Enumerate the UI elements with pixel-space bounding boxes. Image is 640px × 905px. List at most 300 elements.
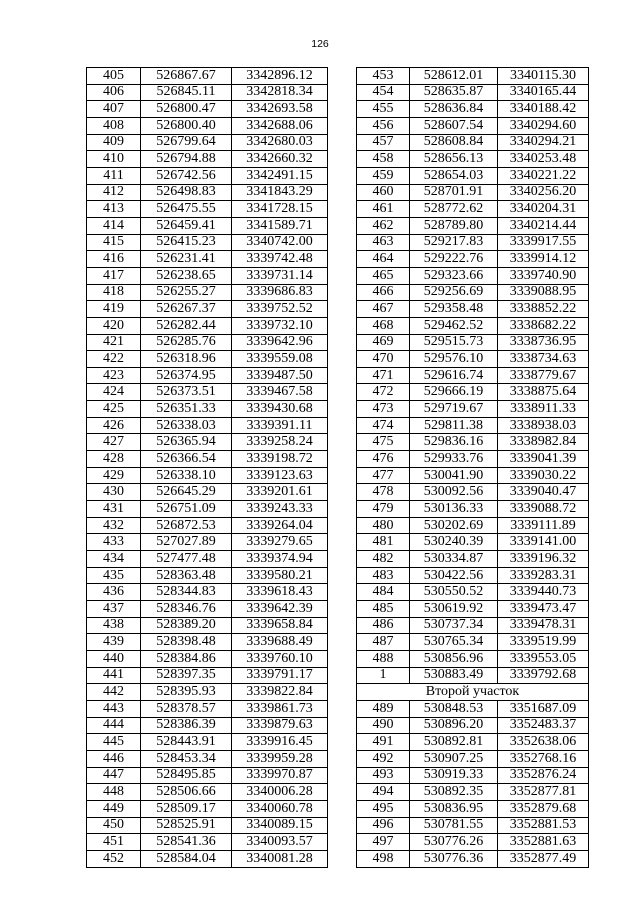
table-row: [357, 601, 589, 618]
x-coordinate-cell: 526800.47: [141, 101, 232, 118]
y-coordinate-cell: 3339283.31: [498, 567, 589, 584]
table-row: [87, 750, 328, 767]
x-coordinate-cell: 526238.65: [141, 267, 232, 284]
x-coordinate-cell: 528398.48: [141, 634, 232, 651]
x-coordinate-cell: 526374.95: [141, 367, 232, 384]
point-number-cell: 457: [357, 134, 410, 151]
y-coordinate-cell: 3351687.09: [498, 700, 589, 717]
table-row: [357, 117, 589, 134]
x-coordinate-cell: 528363.48: [141, 567, 232, 584]
x-coordinate-cell: 526845.11: [141, 84, 232, 101]
x-coordinate-cell: 530202.69: [410, 517, 498, 534]
point-number-cell: 451: [87, 834, 141, 851]
x-coordinate-cell: 528656.13: [410, 151, 498, 168]
point-number-cell: 421: [87, 334, 141, 351]
table-row: [87, 584, 328, 601]
point-number-cell: 420: [87, 317, 141, 334]
x-coordinate-cell: 529515.73: [410, 334, 498, 351]
table-row: [357, 750, 589, 767]
table-row: [87, 384, 328, 401]
y-coordinate-cell: 3338875.64: [498, 384, 589, 401]
y-coordinate-cell: 3338682.22: [498, 317, 589, 334]
x-coordinate-cell: 528584.04: [141, 850, 232, 867]
y-coordinate-cell: 3339740.90: [498, 267, 589, 284]
x-coordinate-cell: 530422.56: [410, 567, 498, 584]
table-row: [357, 184, 589, 201]
point-number-cell: 441: [87, 667, 141, 684]
x-coordinate-cell: 528701.91: [410, 184, 498, 201]
table-row: [87, 101, 328, 118]
x-coordinate-cell: 528495.85: [141, 767, 232, 784]
point-number-cell: 480: [357, 517, 410, 534]
point-number-cell: 424: [87, 384, 141, 401]
y-coordinate-cell: 3340253.48: [498, 151, 589, 168]
y-coordinate-cell: 3340188.42: [498, 101, 589, 118]
table-row: [87, 367, 328, 384]
table-row: [357, 834, 589, 851]
point-number-cell: 472: [357, 384, 410, 401]
section-header-row: [357, 684, 589, 701]
y-coordinate-cell: 3339959.28: [232, 750, 328, 767]
point-number-cell: 491: [357, 734, 410, 751]
y-coordinate-cell: 3338734.63: [498, 351, 589, 368]
point-number-cell: 426: [87, 417, 141, 434]
x-coordinate-cell: 530765.34: [410, 634, 498, 651]
table-row: [87, 501, 328, 518]
point-number-cell: 443: [87, 700, 141, 717]
y-coordinate-cell: 3339030.22: [498, 467, 589, 484]
x-coordinate-cell: 526351.33: [141, 401, 232, 418]
y-coordinate-cell: 3352877.49: [498, 850, 589, 867]
point-number-cell: 416: [87, 251, 141, 268]
point-number-cell: 446: [87, 750, 141, 767]
x-coordinate-cell: 528608.84: [410, 134, 498, 151]
y-coordinate-cell: 3339473.47: [498, 601, 589, 618]
point-number-cell: 492: [357, 750, 410, 767]
point-number-cell: 476: [357, 451, 410, 468]
table-row: [357, 217, 589, 234]
table-row: [357, 800, 589, 817]
x-coordinate-cell: 526794.88: [141, 151, 232, 168]
table-row: [87, 850, 328, 867]
table-row: [357, 467, 589, 484]
point-number-cell: 483: [357, 567, 410, 584]
table-row: [87, 634, 328, 651]
point-number-cell: 434: [87, 551, 141, 568]
x-coordinate-cell: 526475.55: [141, 201, 232, 218]
x-coordinate-cell: 530907.25: [410, 750, 498, 767]
point-number-cell: 489: [357, 700, 410, 717]
point-number-cell: 425: [87, 401, 141, 418]
x-coordinate-cell: 528612.01: [410, 68, 498, 85]
page-number: 126: [311, 38, 329, 50]
y-coordinate-cell: 3352877.81: [498, 784, 589, 801]
y-coordinate-cell: 3352768.16: [498, 750, 589, 767]
point-number-cell: 449: [87, 800, 141, 817]
point-number-cell: 417: [87, 267, 141, 284]
y-coordinate-cell: 3339196.32: [498, 551, 589, 568]
point-number-cell: 439: [87, 634, 141, 651]
x-coordinate-cell: 526800.40: [141, 117, 232, 134]
table-row: [357, 234, 589, 251]
point-number-cell: 452: [87, 850, 141, 867]
y-coordinate-cell: 3339487.50: [232, 367, 328, 384]
x-coordinate-cell: 528772.62: [410, 201, 498, 218]
table-row: [357, 484, 589, 501]
x-coordinate-cell: 529462.52: [410, 317, 498, 334]
y-coordinate-cell: 3339760.10: [232, 650, 328, 667]
table-row: [357, 650, 589, 667]
point-number-cell: 473: [357, 401, 410, 418]
point-number-cell: 445: [87, 734, 141, 751]
table-row: [357, 267, 589, 284]
y-coordinate-cell: 3352483.37: [498, 717, 589, 734]
table-row: [87, 601, 328, 618]
x-coordinate-cell: 528635.87: [410, 84, 498, 101]
y-coordinate-cell: 3339822.84: [232, 684, 328, 701]
table-row: [357, 700, 589, 717]
point-number-cell: 435: [87, 567, 141, 584]
table-row: [87, 467, 328, 484]
x-coordinate-cell: 526338.03: [141, 417, 232, 434]
point-number-cell: 498: [357, 850, 410, 867]
y-coordinate-cell: 3339467.58: [232, 384, 328, 401]
table-row: [357, 251, 589, 268]
point-number-cell: 447: [87, 767, 141, 784]
x-coordinate-cell: 528636.84: [410, 101, 498, 118]
x-coordinate-cell: 528525.91: [141, 817, 232, 834]
table-row: [87, 784, 328, 801]
coordinates-table-right: [356, 67, 589, 868]
x-coordinate-cell: 530892.81: [410, 734, 498, 751]
point-number-cell: 405: [87, 68, 141, 85]
y-coordinate-cell: 3352638.06: [498, 734, 589, 751]
table-row: [357, 584, 589, 601]
y-coordinate-cell: 3338736.95: [498, 334, 589, 351]
point-number-cell: 432: [87, 517, 141, 534]
y-coordinate-cell: 3340204.31: [498, 201, 589, 218]
y-coordinate-cell: 3340256.20: [498, 184, 589, 201]
x-coordinate-cell: 528443.91: [141, 734, 232, 751]
point-number-cell: 467: [357, 301, 410, 318]
y-coordinate-cell: 3340006.28: [232, 784, 328, 801]
table-row: [357, 68, 589, 85]
y-coordinate-cell: 3339279.65: [232, 534, 328, 551]
x-coordinate-cell: 528344.83: [141, 584, 232, 601]
table-row: [87, 717, 328, 734]
table-row: [357, 317, 589, 334]
x-coordinate-cell: 528378.57: [141, 700, 232, 717]
table-row: [357, 201, 589, 218]
point-number-cell: 411: [87, 167, 141, 184]
x-coordinate-cell: 528789.80: [410, 217, 498, 234]
point-number-cell: 418: [87, 284, 141, 301]
y-coordinate-cell: 3339258.24: [232, 434, 328, 451]
x-coordinate-cell: 530550.52: [410, 584, 498, 601]
y-coordinate-cell: 3339374.94: [232, 551, 328, 568]
x-coordinate-cell: 530240.39: [410, 534, 498, 551]
y-coordinate-cell: 3340115.30: [498, 68, 589, 85]
table-row: [357, 517, 589, 534]
y-coordinate-cell: 3342660.32: [232, 151, 328, 168]
x-coordinate-cell: 526459.41: [141, 217, 232, 234]
x-coordinate-cell: 526645.29: [141, 484, 232, 501]
point-number-cell: 409: [87, 134, 141, 151]
point-number-cell: 466: [357, 284, 410, 301]
table-row: [357, 817, 589, 834]
point-number-cell: 495: [357, 800, 410, 817]
y-coordinate-cell: 3341589.71: [232, 217, 328, 234]
y-coordinate-cell: 3338779.67: [498, 367, 589, 384]
y-coordinate-cell: 3342818.34: [232, 84, 328, 101]
table-row: [87, 267, 328, 284]
point-number-cell: 455: [357, 101, 410, 118]
table-row: [87, 650, 328, 667]
point-number-cell: 414: [87, 217, 141, 234]
table-row: [87, 284, 328, 301]
point-number-cell: 497: [357, 834, 410, 851]
x-coordinate-cell: 529616.74: [410, 367, 498, 384]
table-row: [87, 251, 328, 268]
y-coordinate-cell: 3339141.00: [498, 534, 589, 551]
table-row: [357, 451, 589, 468]
x-coordinate-cell: 530334.87: [410, 551, 498, 568]
x-coordinate-cell: 526742.56: [141, 167, 232, 184]
x-coordinate-cell: 530856.96: [410, 650, 498, 667]
table-row: [87, 401, 328, 418]
point-number-cell: 408: [87, 117, 141, 134]
y-coordinate-cell: 3339088.72: [498, 501, 589, 518]
point-number-cell: 496: [357, 817, 410, 834]
x-coordinate-cell: 527477.48: [141, 551, 232, 568]
y-coordinate-cell: 3352876.24: [498, 767, 589, 784]
x-coordinate-cell: 526872.53: [141, 517, 232, 534]
y-coordinate-cell: 3352879.68: [498, 800, 589, 817]
y-coordinate-cell: 3339642.39: [232, 601, 328, 618]
y-coordinate-cell: 3340093.57: [232, 834, 328, 851]
x-coordinate-cell: 528654.03: [410, 167, 498, 184]
point-number-cell: 428: [87, 451, 141, 468]
table-row: [87, 667, 328, 684]
table-row: [357, 667, 589, 684]
point-number-cell: 444: [87, 717, 141, 734]
y-coordinate-cell: 3339478.31: [498, 617, 589, 634]
x-coordinate-cell: 529358.48: [410, 301, 498, 318]
table-row: [357, 734, 589, 751]
y-coordinate-cell: 3339559.08: [232, 351, 328, 368]
x-coordinate-cell: 529217.83: [410, 234, 498, 251]
x-coordinate-cell: 530883.49: [410, 667, 498, 684]
table-row: [87, 117, 328, 134]
y-coordinate-cell: 3340081.28: [232, 850, 328, 867]
x-coordinate-cell: 530781.55: [410, 817, 498, 834]
table-row: [87, 617, 328, 634]
point-number-cell: 442: [87, 684, 141, 701]
x-coordinate-cell: 528386.39: [141, 717, 232, 734]
y-coordinate-cell: 3339752.52: [232, 301, 328, 318]
point-number-cell: 462: [357, 217, 410, 234]
y-coordinate-cell: 3342491.15: [232, 167, 328, 184]
table-row: [357, 284, 589, 301]
x-coordinate-cell: 528453.34: [141, 750, 232, 767]
point-number-cell: 463: [357, 234, 410, 251]
table-row: [357, 434, 589, 451]
table-row: [87, 417, 328, 434]
y-coordinate-cell: 3339731.14: [232, 267, 328, 284]
x-coordinate-cell: 526338.10: [141, 467, 232, 484]
point-number-cell: 423: [87, 367, 141, 384]
point-number-cell: 470: [357, 351, 410, 368]
x-coordinate-cell: 528509.17: [141, 800, 232, 817]
x-coordinate-cell: 528384.86: [141, 650, 232, 667]
point-number-cell: 461: [357, 201, 410, 218]
x-coordinate-cell: 526799.64: [141, 134, 232, 151]
y-coordinate-cell: 3340165.44: [498, 84, 589, 101]
table-row: [357, 84, 589, 101]
point-number-cell: 429: [87, 467, 141, 484]
point-number-cell: 410: [87, 151, 141, 168]
y-coordinate-cell: 3339916.45: [232, 734, 328, 751]
table-row: [87, 767, 328, 784]
table-row: [357, 401, 589, 418]
point-number-cell: 407: [87, 101, 141, 118]
x-coordinate-cell: 526282.44: [141, 317, 232, 334]
point-number-cell: 413: [87, 201, 141, 218]
table-row: [357, 850, 589, 867]
x-coordinate-cell: 529811.38: [410, 417, 498, 434]
point-number-cell: 1: [357, 667, 410, 684]
x-coordinate-cell: 529222.76: [410, 251, 498, 268]
table-row: [87, 351, 328, 368]
y-coordinate-cell: 3342693.58: [232, 101, 328, 118]
y-coordinate-cell: 3339264.04: [232, 517, 328, 534]
point-number-cell: 454: [357, 84, 410, 101]
table-row: [357, 534, 589, 551]
y-coordinate-cell: 3339123.63: [232, 467, 328, 484]
x-coordinate-cell: 530836.95: [410, 800, 498, 817]
x-coordinate-cell: 526373.51: [141, 384, 232, 401]
x-coordinate-cell: 526366.54: [141, 451, 232, 468]
point-number-cell: 478: [357, 484, 410, 501]
point-number-cell: 460: [357, 184, 410, 201]
x-coordinate-cell: 526255.27: [141, 284, 232, 301]
point-number-cell: 488: [357, 650, 410, 667]
y-coordinate-cell: 3339861.73: [232, 700, 328, 717]
point-number-cell: 474: [357, 417, 410, 434]
x-coordinate-cell: 529836.16: [410, 434, 498, 451]
y-coordinate-cell: 3339879.63: [232, 717, 328, 734]
y-coordinate-cell: 3339742.48: [232, 251, 328, 268]
table-row: [87, 134, 328, 151]
x-coordinate-cell: 530848.53: [410, 700, 498, 717]
table-row: [357, 634, 589, 651]
point-number-cell: 469: [357, 334, 410, 351]
y-coordinate-cell: 3339391.11: [232, 417, 328, 434]
x-coordinate-cell: 527027.89: [141, 534, 232, 551]
y-coordinate-cell: 3340089.15: [232, 817, 328, 834]
point-number-cell: 422: [87, 351, 141, 368]
x-coordinate-cell: 529323.66: [410, 267, 498, 284]
x-coordinate-cell: 530136.33: [410, 501, 498, 518]
x-coordinate-cell: 526867.67: [141, 68, 232, 85]
point-number-cell: 475: [357, 434, 410, 451]
table-row: [87, 217, 328, 234]
table-row: [87, 317, 328, 334]
point-number-cell: 412: [87, 184, 141, 201]
table-row: [87, 517, 328, 534]
table-row: [87, 451, 328, 468]
y-coordinate-cell: 3339111.89: [498, 517, 589, 534]
y-coordinate-cell: 3340294.21: [498, 134, 589, 151]
point-number-cell: 458: [357, 151, 410, 168]
point-number-cell: 484: [357, 584, 410, 601]
point-number-cell: 419: [87, 301, 141, 318]
table-row: [357, 101, 589, 118]
point-number-cell: 464: [357, 251, 410, 268]
section-title: Второй участок: [357, 684, 589, 701]
point-number-cell: 468: [357, 317, 410, 334]
point-number-cell: 448: [87, 784, 141, 801]
coordinates-table-left: [86, 67, 328, 868]
y-coordinate-cell: 3339618.43: [232, 584, 328, 601]
table-row: [357, 351, 589, 368]
y-coordinate-cell: 3339243.33: [232, 501, 328, 518]
x-coordinate-cell: 529719.67: [410, 401, 498, 418]
y-coordinate-cell: 3339440.73: [498, 584, 589, 601]
point-number-cell: 487: [357, 634, 410, 651]
y-coordinate-cell: 3339791.17: [232, 667, 328, 684]
point-number-cell: 486: [357, 617, 410, 634]
table-row: [87, 334, 328, 351]
y-coordinate-cell: 3339040.47: [498, 484, 589, 501]
point-number-cell: 456: [357, 117, 410, 134]
y-coordinate-cell: 3339642.96: [232, 334, 328, 351]
table-row: [357, 384, 589, 401]
point-number-cell: 465: [357, 267, 410, 284]
y-coordinate-cell: 3340060.78: [232, 800, 328, 817]
table-row: [357, 617, 589, 634]
y-coordinate-cell: 3342896.12: [232, 68, 328, 85]
y-coordinate-cell: 3339686.83: [232, 284, 328, 301]
table-row: [87, 184, 328, 201]
y-coordinate-cell: 3339970.87: [232, 767, 328, 784]
y-coordinate-cell: 3339917.55: [498, 234, 589, 251]
table-row: [87, 551, 328, 568]
point-number-cell: 437: [87, 601, 141, 618]
x-coordinate-cell: 530776.36: [410, 850, 498, 867]
x-coordinate-cell: 526267.37: [141, 301, 232, 318]
y-coordinate-cell: 3339658.84: [232, 617, 328, 634]
x-coordinate-cell: 528397.35: [141, 667, 232, 684]
y-coordinate-cell: 3339201.61: [232, 484, 328, 501]
table-row: [87, 817, 328, 834]
point-number-cell: 479: [357, 501, 410, 518]
point-number-cell: 440: [87, 650, 141, 667]
point-number-cell: 438: [87, 617, 141, 634]
y-coordinate-cell: 3338852.22: [498, 301, 589, 318]
table-row: [87, 534, 328, 551]
x-coordinate-cell: 526231.41: [141, 251, 232, 268]
point-number-cell: 415: [87, 234, 141, 251]
y-coordinate-cell: 3342680.03: [232, 134, 328, 151]
point-number-cell: 436: [87, 584, 141, 601]
x-coordinate-cell: 526318.96: [141, 351, 232, 368]
table-row: [87, 201, 328, 218]
y-coordinate-cell: 3339088.95: [498, 284, 589, 301]
y-coordinate-cell: 3340294.60: [498, 117, 589, 134]
table-row: [357, 567, 589, 584]
table-row: [87, 167, 328, 184]
